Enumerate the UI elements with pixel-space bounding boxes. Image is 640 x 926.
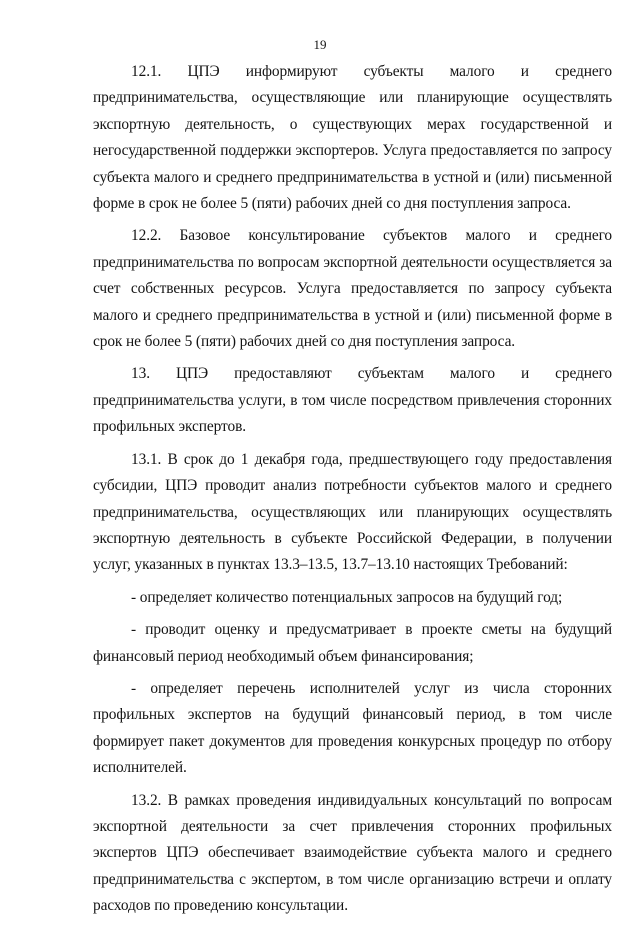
paragraph-13-2: 13.2. В рамках проведения индивидуальных консультаций по вопросам экспортной деятельности за счет привлечения сторонних профильных экспертов ЦПЭ обеспечивает взаимодействие субъекта малого и среднего предпринимательства с экспертом, в том числе организацию встречи и оплату расходов по проведению консультации. bbox=[93, 791, 612, 915]
paragraph-13-1: 13.1. В срок до 1 декабря года, предшествующего году предоставления субсидии, ЦПЭ проводит анализ потребности субъектов малого и среднего предпринимательства, осуществляющих или планирующих осуществлять экспортную деятельность в субъекте Российской Федерации, в получении услуг, указанных в пунктах 13.3–13.5, 13.7–13.10 настоящих Требований: bbox=[93, 450, 612, 574]
page-number: 19 bbox=[313, 37, 327, 52]
document-body bbox=[93, 59, 612, 926]
paragraph-12-1: 12.1. ЦПЭ информируют субъекты малого и среднего предпринимательства, осуществляющие или планирующие осуществлять экспортную деятельность, о существующих мерах государственной и негосударственной поддержки экспортеров. Услуга предоставляется по запросу субъекта малого и среднего предпринимательства в устной и (или) письменной форме в срок не более 5 (пяти) рабочих дней со дня поступления запроса. bbox=[93, 63, 612, 213]
list-item-estimate: - проводит оценку и предусматривает в проекте сметы на будущий финансовый период необходимый объем финансирования; bbox=[93, 621, 612, 665]
paragraph-12-2: 12.2. Базовое консультирование субъектов малого и среднего предпринимательства по вопросам экспортной деятельности осуществляется за счет собственных ресурсов. Услуга предоставляется по запросу субъекта малого и среднего предпринимательства в устной и (или) письменной форме в срок не более 5 (пяти) рабочих дней со дня поступления запроса. bbox=[93, 227, 612, 351]
paragraph-13: 13. ЦПЭ предоставляют субъектам малого и среднего предпринимательства услуги, в том числе посредством привлечения сторонних профильных экспертов. bbox=[93, 365, 612, 436]
list-item-executors: - определяет перечень исполнителей услуг из числа сторонних профильных экспертов на будущий финансовый период, в том числе формирует пакет документов для проведения конкурсных процедур по отбору исполнителей. bbox=[93, 679, 612, 777]
list-item-requests: - определяет количество потенциальных запросов на будущий год; bbox=[131, 588, 563, 606]
